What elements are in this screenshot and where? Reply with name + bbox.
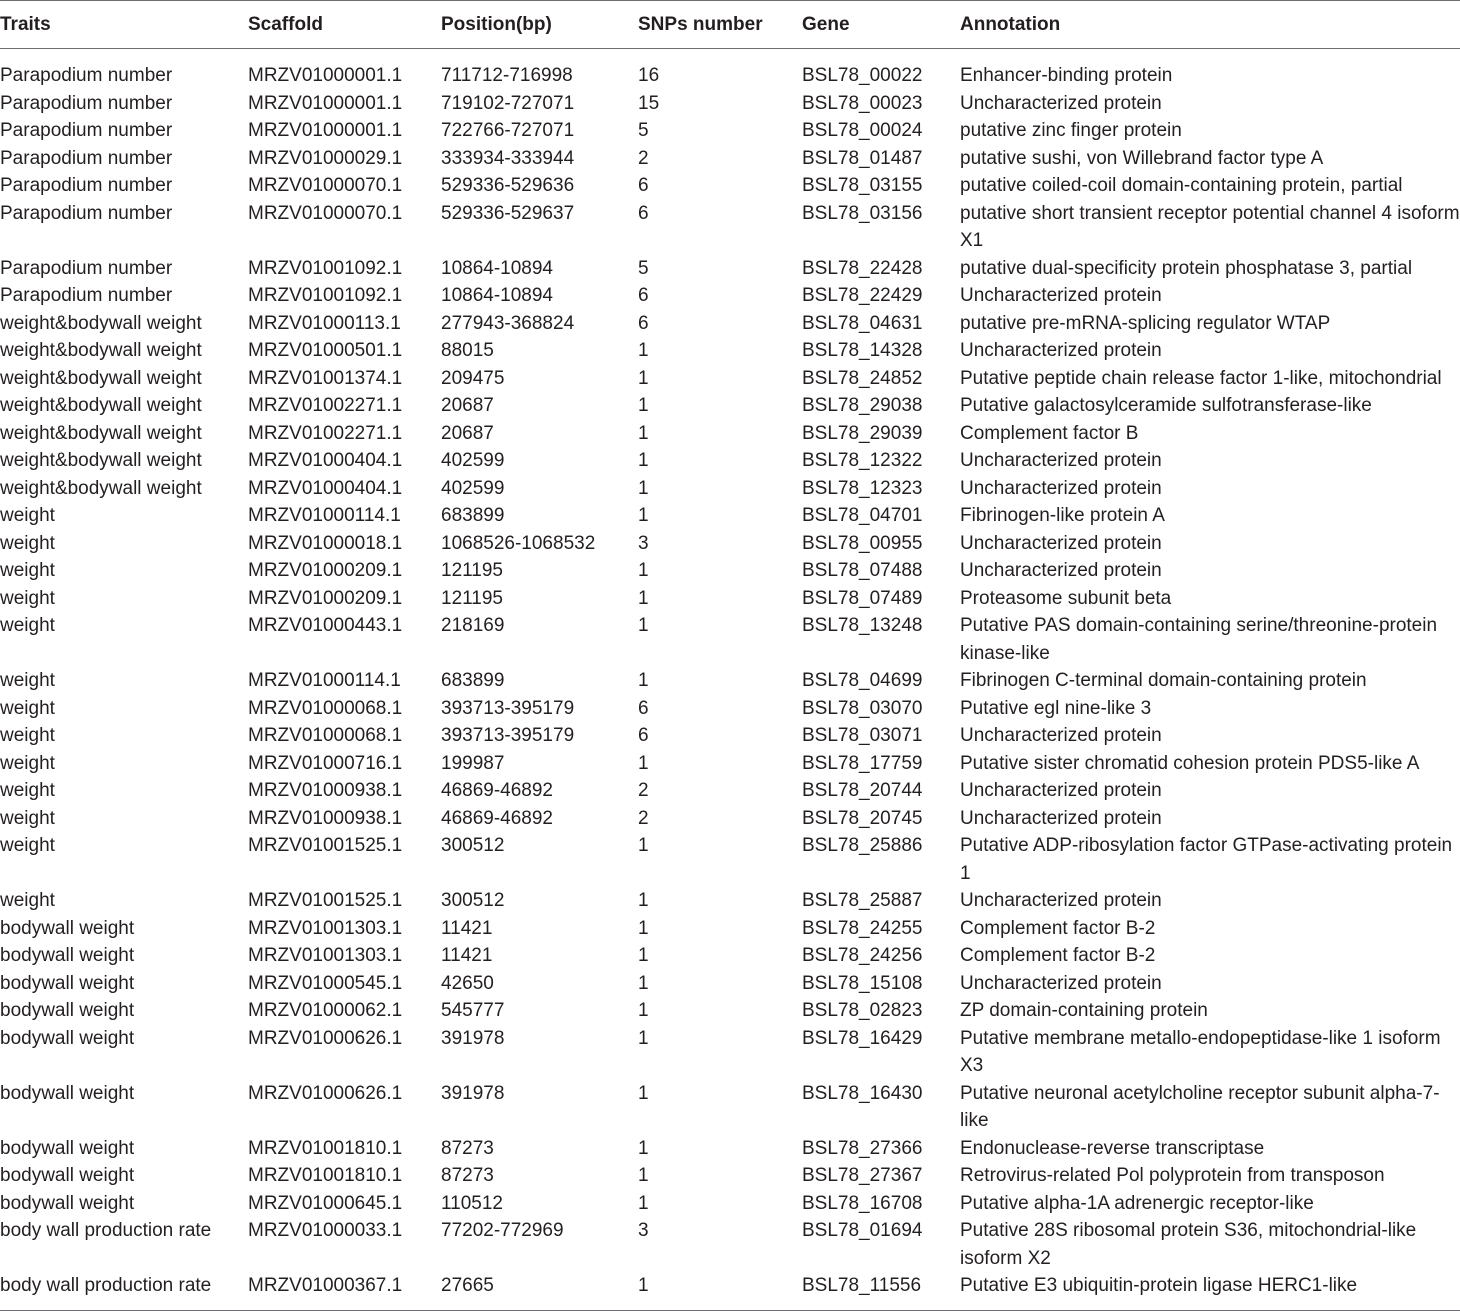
- cell-traits: weight&bodywall weight: [0, 367, 202, 389]
- cell-gene: BSL78_02823: [802, 1000, 923, 1021]
- cell-snps-number: 1: [638, 422, 649, 444]
- cell-position: 121195: [441, 560, 503, 581]
- cell-position: 110512: [441, 1192, 503, 1214]
- table-row: [0, 695, 1460, 723]
- cell-traits: bodywall weight: [0, 972, 135, 994]
- cell-annotation: Putative membrane metallo-endopeptidase-like 1 isoform X3: [960, 1027, 1441, 1076]
- cell-annotation: Putative alpha-1A adrenergic receptor-like: [960, 1192, 1314, 1214]
- cell-scaffold: MRZV01000062.1: [248, 1000, 403, 1021]
- cell-scaffold: MRZV01000443.1: [248, 615, 403, 636]
- cell-traits: bodywall weight: [0, 1027, 135, 1049]
- table-row: [0, 502, 1460, 530]
- cell-traits: weight&bodywall weight: [0, 450, 202, 471]
- cell-snps-number: 1: [638, 917, 649, 939]
- table-row: [0, 1080, 1460, 1135]
- cell-annotation: Uncharacterized protein: [960, 780, 1162, 801]
- cell-annotation: Uncharacterized protein: [960, 477, 1162, 499]
- cell-annotation: ZP domain-containing protein: [960, 1000, 1208, 1021]
- cell-traits: bodywall weight: [0, 945, 135, 966]
- cell-snps-number: 5: [638, 257, 649, 279]
- cell-annotation: Retrovirus-related Pol polyprotein from transposon: [960, 1165, 1385, 1186]
- cell-position: 11421: [441, 917, 493, 939]
- cell-position: 77202-772969: [441, 1220, 564, 1241]
- cell-position: 42650: [441, 972, 494, 994]
- cell-gene: BSL78_13248: [802, 615, 923, 636]
- cell-annotation: Endonuclease-reverse transcriptase: [960, 1137, 1265, 1159]
- cell-traits: body wall production rate: [0, 1220, 212, 1241]
- cell-annotation: Uncharacterized protein: [960, 807, 1162, 829]
- table-row: [0, 1272, 1460, 1310]
- cell-annotation: Putative ADP-ribosylation factor GTPase-activating protein 1: [960, 835, 1453, 884]
- cell-snps-number: 1: [638, 450, 649, 471]
- cell-scaffold: MRZV01000367.1: [248, 1272, 441, 1310]
- cell-traits: weight: [0, 752, 55, 774]
- table-row: [0, 255, 1460, 283]
- cell-scaffold: MRZV01000404.1: [248, 477, 403, 499]
- cell-snps-number: 6: [638, 697, 649, 719]
- cell-position: 402599: [441, 450, 505, 471]
- table-row: [0, 722, 1460, 750]
- cell-scaffold: MRZV01000938.1: [248, 780, 403, 801]
- cell-position: 87273: [441, 1137, 494, 1159]
- table-row: [0, 475, 1460, 503]
- header-scaffold: Scaffold: [248, 1, 441, 49]
- cell-snps-number: 1: [638, 560, 649, 581]
- cell-gene: BSL78_00955: [802, 532, 923, 554]
- table-row: [0, 612, 1460, 667]
- cell-annotation: Putative egl nine-like 3: [960, 697, 1152, 719]
- cell-gene: BSL78_25887: [802, 890, 923, 911]
- table-row: [0, 585, 1460, 613]
- cell-position: 333934-333944: [441, 147, 575, 169]
- table-row: [0, 887, 1460, 915]
- cell-position: 391978: [441, 1082, 505, 1104]
- table-row: [0, 1025, 1460, 1080]
- cell-gene: BSL78_12322: [802, 450, 923, 471]
- cell-position: 711712-716998: [441, 65, 573, 86]
- cell-traits: weight: [0, 807, 55, 829]
- cell-annotation: Putative neuronal acetylcholine receptor subunit alpha-7-like: [960, 1082, 1440, 1131]
- table-row: [0, 942, 1460, 970]
- header-position: Position(bp): [441, 1, 638, 49]
- cell-gene: BSL78_01487: [802, 147, 923, 169]
- cell-scaffold: MRZV01001525.1: [248, 835, 403, 856]
- cell-snps-number: 6: [638, 175, 649, 196]
- cell-snps-number: 2: [638, 780, 649, 801]
- table-row: [0, 447, 1460, 475]
- cell-gene: BSL78_04631: [802, 312, 923, 334]
- cell-annotation: putative pre-mRNA-splicing regulator WTAP: [960, 312, 1331, 334]
- cell-position: 393713-395179: [441, 697, 575, 719]
- cell-snps-number: 6: [638, 285, 649, 306]
- cell-traits: Parapodium number: [0, 257, 173, 279]
- cell-traits: weight: [0, 670, 55, 691]
- cell-scaffold: MRZV01000070.1: [248, 175, 403, 196]
- cell-snps-number: 1: [638, 835, 649, 856]
- cell-traits: weight&bodywall weight: [0, 395, 202, 416]
- cell-scaffold: MRZV01000209.1: [248, 560, 403, 581]
- table-row: [0, 1135, 1460, 1163]
- cell-snps-number: 1: [638, 670, 649, 691]
- cell-position: 719102-727071: [441, 92, 575, 114]
- cell-annotation: Uncharacterized protein: [960, 890, 1162, 911]
- table-row: [0, 667, 1460, 695]
- cell-annotation: Complement factor B: [960, 422, 1139, 444]
- table-row: [0, 557, 1460, 585]
- cell-position: 683899: [441, 670, 505, 691]
- cell-snps-number: 1: [638, 340, 649, 361]
- cell-annotation: Uncharacterized protein: [960, 532, 1162, 554]
- cell-scaffold: MRZV01000501.1: [248, 340, 403, 361]
- cell-traits: bodywall weight: [0, 1082, 135, 1104]
- cell-scaffold: MRZV01002271.1: [248, 422, 403, 444]
- cell-annotation: Uncharacterized protein: [960, 450, 1162, 471]
- cell-snps-number: 1: [638, 752, 649, 774]
- cell-position: 199987: [441, 752, 505, 774]
- cell-position: 46869-46892: [441, 780, 553, 801]
- cell-scaffold: MRZV01002271.1: [248, 395, 403, 416]
- cell-scaffold: MRZV01000404.1: [248, 450, 403, 471]
- cell-snps-number: 1: [638, 1000, 649, 1021]
- cell-annotation: Uncharacterized protein: [960, 725, 1162, 746]
- cell-snps-number: 1: [638, 890, 649, 911]
- cell-annotation: Putative E3 ubiquitin-protein ligase HERC1-like: [960, 1272, 1460, 1310]
- cell-scaffold: MRZV01001525.1: [248, 890, 403, 911]
- cell-annotation: Uncharacterized protein: [960, 560, 1162, 581]
- cell-snps-number: 1: [638, 395, 649, 416]
- cell-scaffold: MRZV01000114.1: [248, 670, 401, 691]
- cell-scaffold: MRZV01000001.1: [248, 65, 403, 86]
- cell-annotation: Putative peptide chain release factor 1-like, mitochondrial: [960, 367, 1442, 389]
- cell-snps-number: 2: [638, 807, 649, 829]
- cell-scaffold: MRZV01000209.1: [248, 587, 403, 609]
- cell-scaffold: MRZV01000018.1: [248, 532, 403, 554]
- cell-position: 402599: [441, 477, 505, 499]
- cell-scaffold: MRZV01001374.1: [248, 367, 403, 389]
- table-row: [0, 997, 1460, 1025]
- header-row: [0, 1, 1460, 49]
- header-gene: Gene: [802, 1, 960, 49]
- table-row: [0, 172, 1460, 200]
- cell-traits: weight: [0, 587, 55, 609]
- cell-gene: BSL78_22429: [802, 285, 923, 306]
- cell-gene: BSL78_04701: [802, 505, 923, 526]
- cell-position: 391978: [441, 1027, 505, 1049]
- cell-traits: weight: [0, 835, 55, 856]
- cell-gene: BSL78_16429: [802, 1027, 923, 1049]
- table-body: [0, 49, 1460, 1311]
- cell-gene: BSL78_12323: [802, 477, 923, 499]
- table-row: [0, 1217, 1460, 1272]
- table-row: [0, 90, 1460, 118]
- cell-scaffold: MRZV01000068.1: [248, 697, 403, 719]
- cell-annotation: Uncharacterized protein: [960, 285, 1162, 306]
- cell-traits: bodywall weight: [0, 1137, 135, 1159]
- cell-scaffold: MRZV01001810.1: [248, 1165, 403, 1186]
- cell-scaffold: MRZV01000029.1: [248, 147, 403, 169]
- cell-gene: BSL78_15108: [802, 972, 923, 994]
- cell-annotation: Complement factor B-2: [960, 917, 1156, 939]
- cell-gene: BSL78_00024: [802, 120, 923, 141]
- cell-gene: BSL78_27366: [802, 1137, 923, 1159]
- table-row: [0, 777, 1460, 805]
- cell-position: 87273: [441, 1165, 494, 1186]
- cell-gene: BSL78_29038: [802, 395, 923, 416]
- cell-annotation: Putative PAS domain-containing serine/threonine-protein kinase-like: [960, 615, 1438, 664]
- cell-gene: BSL78_27367: [802, 1165, 923, 1186]
- header-traits: Traits: [0, 1, 248, 49]
- cell-gene: BSL78_17759: [802, 752, 923, 774]
- cell-scaffold: MRZV01000068.1: [248, 725, 403, 746]
- cell-snps-number: 16: [638, 65, 660, 86]
- cell-position: 46869-46892: [441, 807, 553, 829]
- table-row: [0, 145, 1460, 173]
- cell-scaffold: MRZV01001303.1: [248, 945, 403, 966]
- cell-annotation: Complement factor B-2: [960, 945, 1156, 966]
- table-row: [0, 1190, 1460, 1218]
- cell-scaffold: MRZV01000938.1: [248, 807, 403, 829]
- cell-snps-number: 1: [638, 1137, 649, 1159]
- cell-gene: BSL78_11556: [802, 1272, 960, 1310]
- cell-traits: weight: [0, 890, 55, 911]
- cell-gene: BSL78_22428: [802, 257, 923, 279]
- cell-snps-number: 15: [638, 92, 660, 114]
- table-row: [0, 805, 1460, 833]
- cell-position: 88015: [441, 340, 494, 361]
- cell-snps-number: 1: [638, 972, 649, 994]
- cell-snps-number: 1: [638, 1165, 649, 1186]
- cell-annotation: putative sushi, von Willebrand factor type A: [960, 147, 1324, 169]
- cell-annotation: putative zinc finger protein: [960, 120, 1182, 141]
- cell-position: 300512: [441, 890, 505, 911]
- cell-annotation: Fibrinogen C-terminal domain-containing protein: [960, 670, 1367, 691]
- cell-snps-number: 1: [638, 1027, 649, 1049]
- cell-gene: BSL78_25886: [802, 835, 923, 856]
- cell-traits: Parapodium number: [0, 120, 173, 141]
- cell-scaffold: MRZV01000001.1: [248, 92, 403, 114]
- cell-traits: weight: [0, 725, 55, 746]
- cell-scaffold: MRZV01000113.1: [248, 312, 401, 334]
- cell-position: 11421: [441, 945, 493, 966]
- cell-position: 27665: [441, 1272, 638, 1310]
- cell-gene: BSL78_03155: [802, 175, 923, 196]
- cell-position: 529336-529636: [441, 175, 575, 196]
- cell-gene: BSL78_00023: [802, 92, 923, 114]
- cell-traits: weight&bodywall weight: [0, 340, 202, 361]
- cell-scaffold: MRZV01000114.1: [248, 505, 401, 526]
- cell-scaffold: MRZV01000033.1: [248, 1220, 403, 1241]
- cell-traits: weight: [0, 697, 55, 719]
- table-row: [0, 1162, 1460, 1190]
- table-row: [0, 117, 1460, 145]
- table-row: [0, 420, 1460, 448]
- table-row: [0, 337, 1460, 365]
- cell-gene: BSL78_03156: [802, 202, 923, 224]
- cell-traits: body wall production rate: [0, 1272, 248, 1310]
- cell-snps-number: 6: [638, 202, 649, 224]
- cell-gene: BSL78_29039: [802, 422, 923, 444]
- cell-gene: BSL78_16430: [802, 1082, 923, 1104]
- table-row: [0, 365, 1460, 393]
- cell-gene: BSL78_16708: [802, 1192, 923, 1214]
- cell-snps-number: 6: [638, 312, 649, 334]
- cell-scaffold: MRZV01001810.1: [248, 1137, 403, 1159]
- table-row: [0, 832, 1460, 887]
- cell-gene: BSL78_00022: [802, 65, 923, 86]
- cell-traits: Parapodium number: [0, 175, 173, 196]
- cell-snps-number: 1: [638, 615, 649, 636]
- cell-position: 10864-10894: [441, 257, 553, 279]
- table-row: [0, 750, 1460, 778]
- cell-gene: BSL78_24256: [802, 945, 923, 966]
- cell-traits: weight: [0, 560, 55, 581]
- cell-snps-number: 5: [638, 120, 649, 141]
- table-row: [0, 310, 1460, 338]
- cell-annotation: Putative galactosylceramide sulfotransferase-like: [960, 395, 1372, 416]
- cell-scaffold: MRZV01000545.1: [248, 972, 403, 994]
- cell-scaffold: MRZV01000626.1: [248, 1082, 403, 1104]
- cell-traits: weight&bodywall weight: [0, 312, 202, 334]
- cell-position: 1068526-1068532: [441, 532, 596, 554]
- cell-scaffold: MRZV01001303.1: [248, 917, 403, 939]
- cell-traits: Parapodium number: [0, 92, 173, 114]
- cell-position: 121195: [441, 587, 503, 609]
- cell-scaffold: MRZV01001092.1: [248, 285, 403, 306]
- cell-position: 393713-395179: [441, 725, 575, 746]
- cell-gene: BSL78_14328: [802, 340, 923, 361]
- cell-annotation: Uncharacterized protein: [960, 340, 1162, 361]
- cell-annotation: Uncharacterized protein: [960, 92, 1162, 114]
- cell-annotation: Enhancer-binding protein: [960, 65, 1173, 86]
- cell-scaffold: MRZV01000001.1: [248, 120, 403, 141]
- cell-snps-number: 2: [638, 147, 649, 169]
- cell-traits: Parapodium number: [0, 202, 173, 224]
- cell-annotation: putative coiled-coil domain-containing protein, partial: [960, 175, 1403, 196]
- cell-scaffold: MRZV01000626.1: [248, 1027, 403, 1049]
- cell-snps-number: 1: [638, 945, 649, 966]
- cell-gene: BSL78_24852: [802, 367, 923, 389]
- table-row: [0, 915, 1460, 943]
- table-row: [0, 970, 1460, 998]
- cell-position: 218169: [441, 615, 505, 636]
- cell-position: 10864-10894: [441, 285, 553, 306]
- cell-snps-number: 1: [638, 505, 649, 526]
- cell-gene: BSL78_24255: [802, 917, 923, 939]
- cell-snps-number: 1: [638, 1192, 649, 1214]
- cell-snps-number: 1: [638, 1272, 802, 1310]
- cell-annotation: putative short transient receptor potential channel 4 isoform X1: [960, 202, 1460, 251]
- cell-traits: Parapodium number: [0, 147, 173, 169]
- cell-gene: BSL78_20744: [802, 780, 923, 801]
- cell-traits: weight&bodywall weight: [0, 422, 202, 444]
- cell-annotation: Fibrinogen-like protein A: [960, 505, 1165, 526]
- table-row: [0, 530, 1460, 558]
- cell-gene: BSL78_07488: [802, 560, 923, 581]
- cell-snps-number: 1: [638, 367, 649, 389]
- cell-traits: bodywall weight: [0, 1000, 135, 1021]
- header-annotation: Annotation: [960, 1, 1460, 49]
- cell-traits: Parapodium number: [0, 65, 173, 86]
- cell-gene: BSL78_07489: [802, 587, 923, 609]
- table-row: [0, 200, 1460, 255]
- cell-position: 300512: [441, 835, 505, 856]
- cell-gene: BSL78_03071: [802, 725, 923, 746]
- cell-traits: Parapodium number: [0, 285, 173, 306]
- cell-traits: weight: [0, 615, 55, 636]
- table-row: [0, 392, 1460, 420]
- cell-position: 209475: [441, 367, 505, 389]
- cell-gene: BSL78_20745: [802, 807, 923, 829]
- cell-position: 722766-727071: [441, 120, 575, 141]
- table-row: [0, 282, 1460, 310]
- table-row: [0, 49, 1460, 90]
- cell-scaffold: MRZV01000716.1: [248, 752, 403, 774]
- cell-position: 529336-529637: [441, 202, 575, 224]
- cell-traits: bodywall weight: [0, 917, 135, 939]
- header-snps-number: SNPs number: [638, 1, 802, 49]
- cell-snps-number: 1: [638, 477, 649, 499]
- cell-snps-number: 6: [638, 725, 649, 746]
- cell-traits: bodywall weight: [0, 1165, 135, 1186]
- cell-traits: bodywall weight: [0, 1192, 135, 1214]
- cell-gene: BSL78_03070: [802, 697, 923, 719]
- cell-annotation: Proteasome subunit beta: [960, 587, 1172, 609]
- cell-traits: weight: [0, 505, 55, 526]
- cell-traits: weight&bodywall weight: [0, 477, 202, 499]
- cell-traits: weight: [0, 532, 55, 554]
- cell-position: 20687: [441, 422, 494, 444]
- cell-snps-number: 3: [638, 532, 649, 554]
- table-header: [0, 1, 1460, 49]
- cell-snps-number: 1: [638, 1082, 649, 1104]
- cell-position: 277943-368824: [441, 312, 575, 334]
- cell-traits: weight: [0, 780, 55, 801]
- cell-gene: BSL78_01694: [802, 1220, 923, 1241]
- cell-gene: BSL78_04699: [802, 670, 923, 691]
- cell-position: 683899: [441, 505, 505, 526]
- cell-annotation: Putative 28S ribosomal protein S36, mitochondrial-like isoform X2: [960, 1220, 1417, 1269]
- cell-scaffold: MRZV01001092.1: [248, 257, 403, 279]
- cell-annotation: Putative sister chromatid cohesion protein PDS5-like A: [960, 752, 1420, 774]
- cell-annotation: putative dual-specificity protein phosphatase 3, partial: [960, 257, 1413, 279]
- cell-position: 20687: [441, 395, 494, 416]
- cell-position: 545777: [441, 1000, 505, 1021]
- cell-snps-number: 1: [638, 587, 649, 609]
- cell-annotation: Uncharacterized protein: [960, 972, 1162, 994]
- cell-snps-number: 3: [638, 1220, 649, 1241]
- cell-scaffold: MRZV01000070.1: [248, 202, 403, 224]
- cell-scaffold: MRZV01000645.1: [248, 1192, 403, 1214]
